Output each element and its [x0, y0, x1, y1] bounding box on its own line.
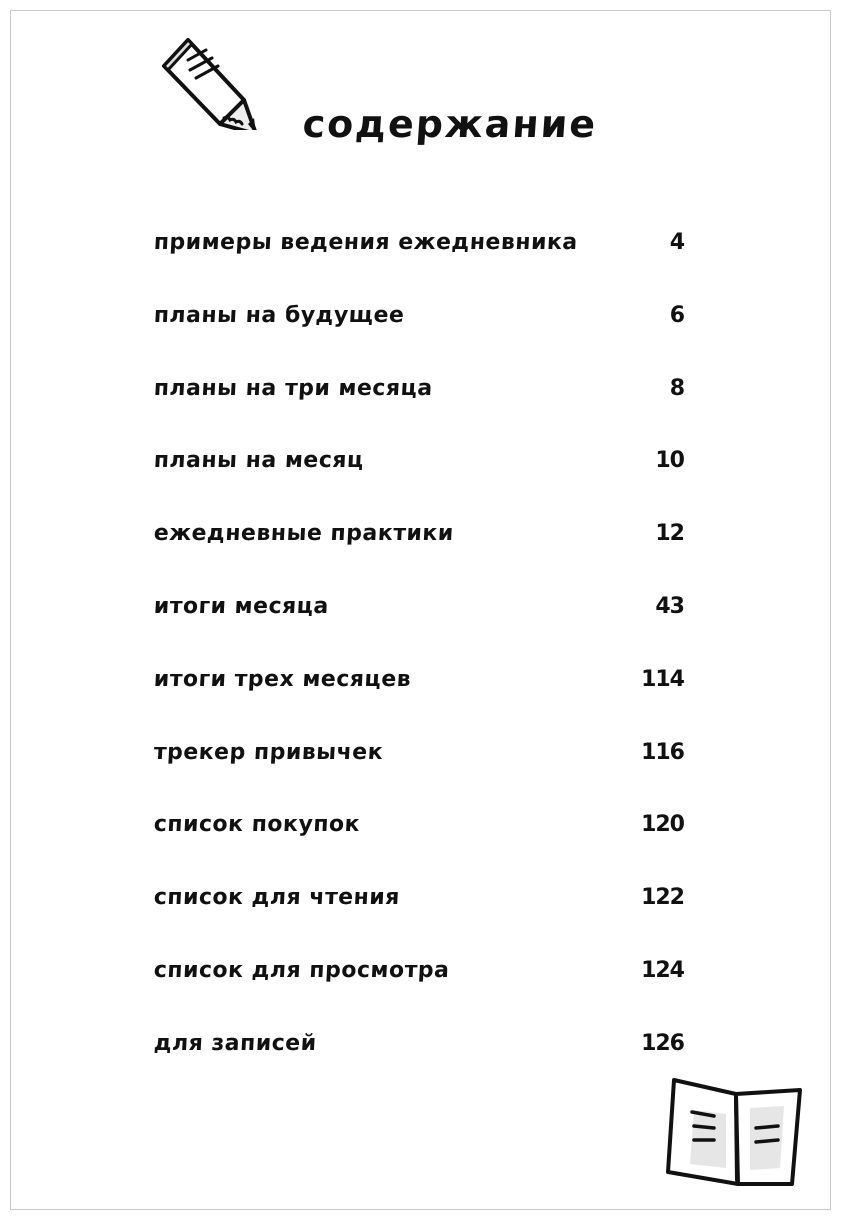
- toc-entry-page: 43: [655, 593, 684, 619]
- toc-entry-label: итоги трех месяцев: [153, 666, 412, 692]
- toc-entry[interactable]: [154, 804, 684, 877]
- toc-entry-page: 120: [641, 812, 684, 838]
- toc-entry-page: 124: [641, 957, 684, 983]
- toc-entry-page: 12: [655, 521, 684, 547]
- toc-entry-page: 122: [641, 885, 684, 911]
- toc-entry[interactable]: [154, 1023, 684, 1096]
- toc-entry-page: 8: [669, 375, 684, 401]
- toc-entry-label: примеры ведения ежедневника: [153, 230, 579, 255]
- toc-entry[interactable]: [154, 586, 684, 659]
- toc-entry-page: 116: [641, 739, 684, 765]
- toc-entry-page: 6: [669, 302, 684, 328]
- toc-entry-label: планы на три месяца: [153, 375, 434, 401]
- toc-entry[interactable]: [154, 513, 684, 586]
- open-book-icon: [664, 1072, 809, 1192]
- toc-entry-label: ежедневные практики: [153, 521, 455, 547]
- toc-entry-page: 10: [655, 448, 684, 474]
- toc-entry-label: планы на будущее: [153, 302, 406, 328]
- toc-entry[interactable]: [154, 368, 684, 441]
- toc-entry-page: 4: [669, 230, 684, 255]
- toc-entry[interactable]: [154, 440, 684, 513]
- toc-entry-label: для записей: [153, 1030, 318, 1056]
- toc-entry-label: планы на месяц: [153, 448, 365, 474]
- toc-entry-label: список для просмотра: [153, 957, 451, 983]
- toc-entry[interactable]: [154, 950, 684, 1023]
- toc-entry-page: 126: [641, 1030, 684, 1056]
- toc-entry[interactable]: [154, 732, 684, 805]
- toc-entry-label: список для чтения: [153, 885, 401, 911]
- toc-entry-label: трекер привычек: [153, 739, 384, 765]
- toc-entry-label: список покупок: [153, 812, 361, 838]
- toc-entry[interactable]: [154, 659, 684, 732]
- toc-entry-label: итоги месяца: [153, 593, 330, 619]
- toc-entry[interactable]: [154, 222, 684, 295]
- toc-entry-page: 114: [641, 666, 684, 692]
- page-title: содержание: [301, 102, 599, 146]
- toc-entry[interactable]: [154, 295, 684, 368]
- toc-entry[interactable]: [154, 877, 684, 950]
- table-of-contents: [154, 222, 684, 1096]
